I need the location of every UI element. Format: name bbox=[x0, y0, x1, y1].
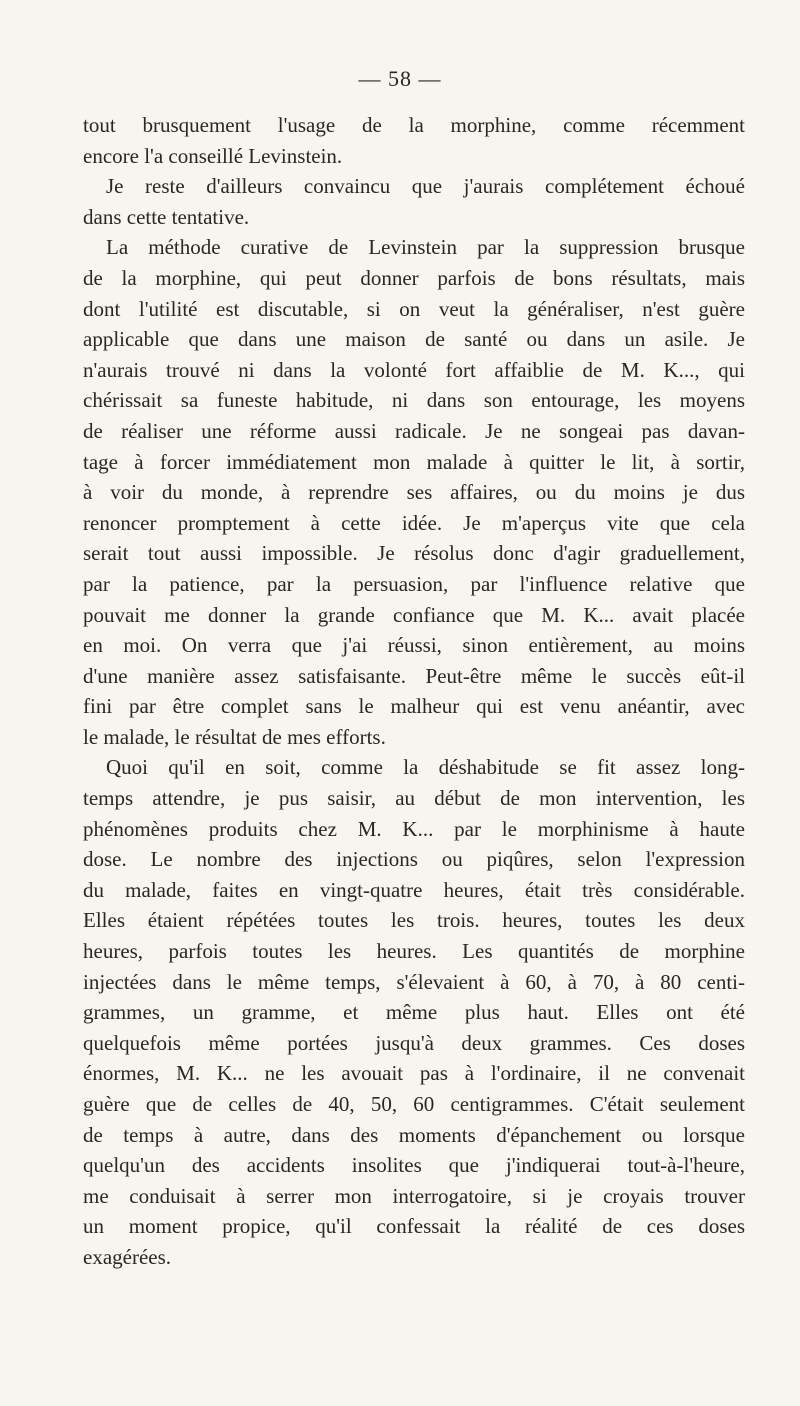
text-line: temps attendre, je pus saisir, au début de mon intervention, les bbox=[83, 786, 745, 811]
text-line: tout brusquement l'usage de la morphine, comme récemment bbox=[83, 113, 745, 137]
text-line: tage à forcer immédiatement mon malade à quitter le lit, à sortir, bbox=[83, 449, 745, 474]
text-line: du malade, faites en vingt-quatre heures, était très considérable. bbox=[83, 877, 745, 902]
text-line: phénomènes produits chez M. K... par le morphinisme à haute bbox=[83, 816, 745, 841]
text-line: injectées dans le même temps, s'élevaient à 60, à 70, à 80 centi- bbox=[83, 969, 745, 994]
text-line: de la morphine, qui peut donner parfois de bons résultats, mais bbox=[83, 265, 745, 290]
text-line: guère que de celles de 40, 50, 60 centigrammes. C'était seulement bbox=[83, 1092, 745, 1116]
text-line: le malade, le résultat de mes efforts. bbox=[83, 724, 386, 749]
page-number: — 58 — bbox=[358, 66, 442, 91]
text-line: exagérées. bbox=[83, 1244, 172, 1269]
text-line: par la patience, par la persuasion, par l'influence relative que bbox=[83, 571, 745, 596]
text-line: Elles étaient répétées toutes les trois. heures, toutes les deux bbox=[83, 908, 745, 933]
text-line: me conduisait à serrer mon interrogatoire, si je croyais trouver bbox=[83, 1183, 745, 1208]
text-line: grammes, un gramme, et même plus haut. Elles ont été bbox=[83, 1000, 745, 1025]
text-line: chérissait sa funeste habitude, ni dans son entourage, les moyens bbox=[83, 388, 745, 413]
text-line: en moi. On verra que j'ai réussi, sinon entièrement, au moins bbox=[83, 633, 745, 658]
text-line: dans cette tentative. bbox=[83, 204, 250, 229]
text-line: renoncer promptement à cette idée. Je m'aperçus vite que cela bbox=[83, 510, 745, 535]
text-line: serait tout aussi impossible. Je résolus donc d'agir graduellement, bbox=[83, 541, 745, 566]
text-line: d'une manière assez satisfaisante. Peut-être même le succès eût-il bbox=[83, 663, 745, 688]
text-line: dose. Le nombre des injections ou piqûres, selon l'expression bbox=[83, 847, 745, 872]
text-line: Quoi qu'il en soit, comme la déshabitude se fit assez long- bbox=[106, 755, 745, 780]
text-line: applicable que dans une maison de santé ou dans un asile. Je bbox=[83, 327, 745, 352]
text-line: heures, parfois toutes les heures. Les quantités de morphine bbox=[83, 939, 745, 964]
body-text bbox=[83, 110, 745, 1273]
text-line: énormes, M. K... ne les avouait pas à l'ordinaire, il ne convenait bbox=[83, 1061, 745, 1086]
text-line: de réaliser une réforme aussi radicale. Je ne songeai pas davan- bbox=[83, 418, 745, 443]
text-line: fini par être complet sans le malheur qui est venu anéantir, avec bbox=[83, 694, 745, 719]
text-line: quelquefois même portées jusqu'à deux grammes. Ces doses bbox=[83, 1030, 745, 1055]
text-line: n'aurais trouvé ni dans la volonté fort affaiblie de M. K..., qui bbox=[83, 357, 745, 382]
text-line: encore l'a conseillé Levinstein. bbox=[83, 143, 343, 168]
text-line: de temps à autre, dans des moments d'épanchement ou lorsque bbox=[83, 1122, 745, 1147]
text-line: à voir du monde, à reprendre ses affaires, ou du moins je dus bbox=[83, 480, 745, 505]
text-line: dont l'utilité est discutable, si on veut la généraliser, n'est guère bbox=[83, 296, 745, 321]
text-line: La méthode curative de Levinstein par la suppression brusque bbox=[106, 235, 745, 260]
text-line: quelqu'un des accidents insolites que j'indiquerai tout-à-l'heure, bbox=[83, 1153, 745, 1178]
text-line: un moment propice, qu'il confessait la réalité de ces doses bbox=[83, 1214, 745, 1239]
text-line: pouvait me donner la grande confiance que M. K... avait placée bbox=[83, 602, 745, 627]
text-line: Je reste d'ailleurs convaincu que j'aurais complétement échoué bbox=[106, 174, 745, 199]
